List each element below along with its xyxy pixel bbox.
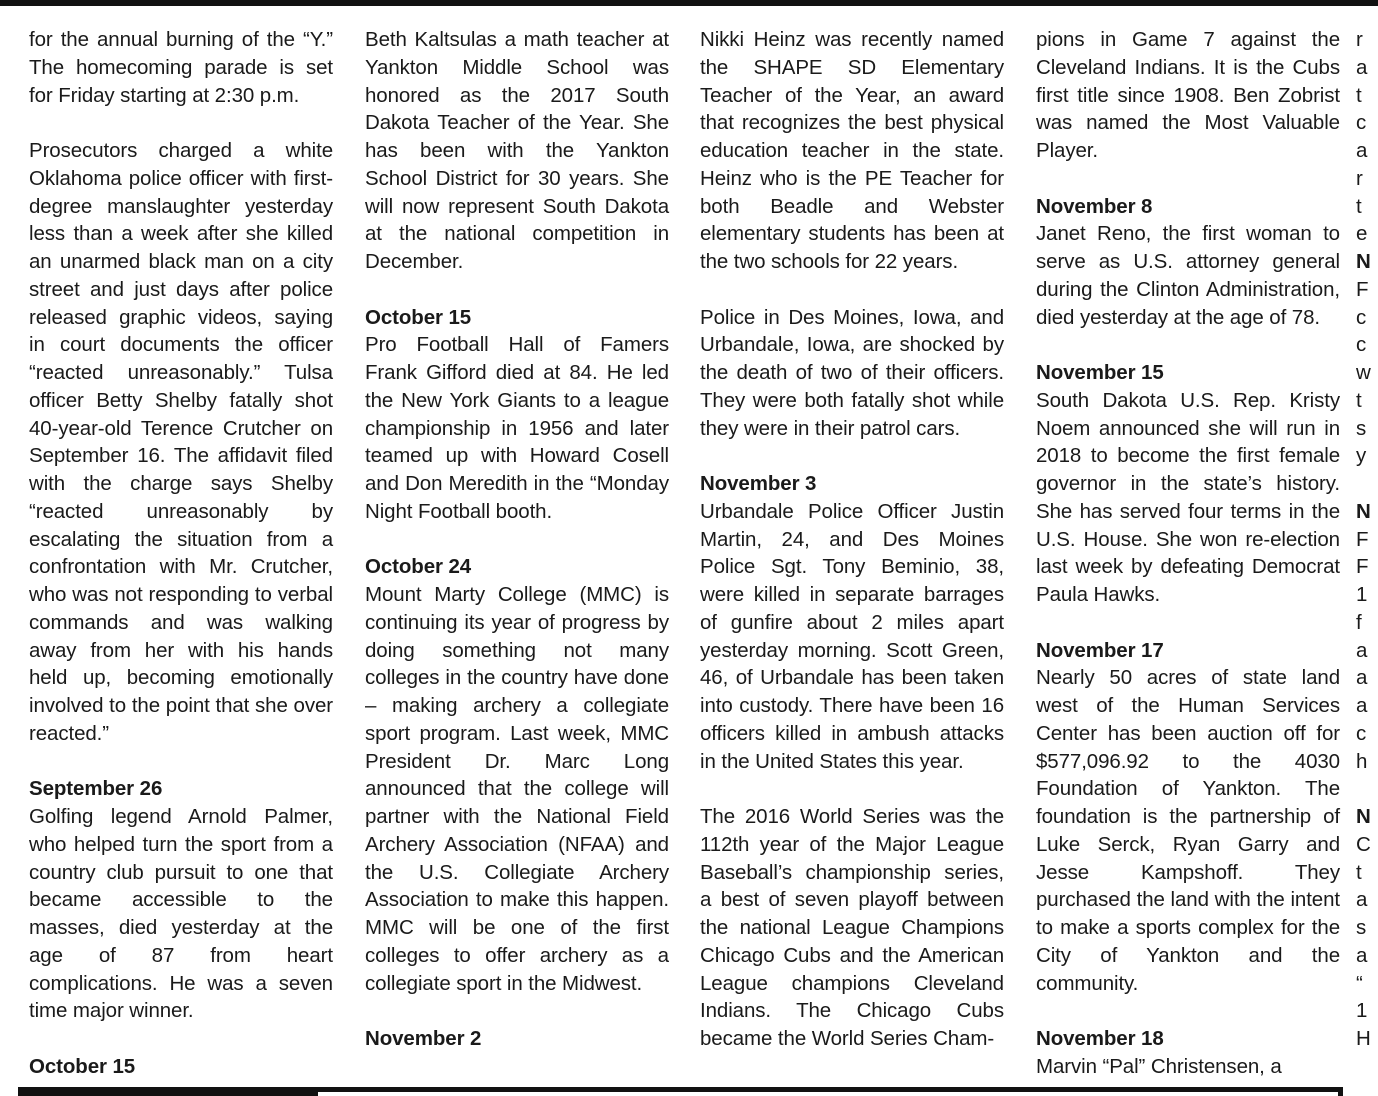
cut-off-line: H xyxy=(1356,1027,1371,1050)
cut-off-line: a xyxy=(1356,638,1368,662)
cut-off-line: F xyxy=(1356,527,1369,551)
date-heading: October 15 xyxy=(365,305,472,329)
cut-off-line: w xyxy=(1356,361,1371,384)
article-paragraph: South Dakota U.S. Rep. Kristy Noem announced she will run in 2018 to become the first female governor in the state’s history. She has served four terms in the U.S. House. She won re-election last week by defeating Democrat Paula Hawks. xyxy=(1036,388,1340,606)
cut-off-line: t xyxy=(1356,388,1362,412)
date-heading: November 3 xyxy=(700,472,817,495)
date-heading: November 17 xyxy=(1036,638,1164,662)
cut-off-line: a xyxy=(1356,888,1368,912)
cut-off-line: N xyxy=(1356,499,1371,523)
cut-off-line: C xyxy=(1356,832,1371,856)
article-paragraph: The 2016 World Series was the 112th year of the Major League Baseball’s championship series, a best of seven playoff between the national League Champions Chicago Cubs and the American League champions Cleveland Indians. The Chicago Cubs became the World Series Cham- xyxy=(700,805,1004,1050)
article-paragraph: Police in Des Moines, Iowa, and Urbandale, Iowa, are shocked by the death of two of their officers. They were both fatally shot while they were in their patrol cars. xyxy=(700,305,1004,440)
article-paragraph: Mount Marty College (MMC) is continuing its year of progress by doing something not many colleges in the country have done – making archery a collegiate sport program. Last week, MMC President Dr. Marc Long announced that the college will partner with the National Field Archery Association (NFAA) and the U.S. Collegiate Archery Association to make this happen. MMC will be one of the first colleges to offer archery as a collegiate sport in the Midwest. xyxy=(365,583,669,995)
top-rule xyxy=(0,0,1378,6)
cut-off-line: y xyxy=(1356,444,1367,468)
cut-off-line: 1 xyxy=(1356,583,1368,606)
article-paragraph: Janet Reno, the first woman to serve as U.S. attorney general during the Clinton Administration, died yesterday at the age of 78. xyxy=(1036,222,1340,329)
cut-off-line: F xyxy=(1356,277,1369,301)
cut-off-line: a xyxy=(1356,139,1368,162)
article-column-2 xyxy=(365,26,669,1053)
cut-off-line: t xyxy=(1356,83,1362,107)
cut-off-line: a xyxy=(1356,943,1368,967)
cut-off-line: t xyxy=(1356,860,1362,884)
date-heading: November 15 xyxy=(1036,361,1164,384)
cut-off-line: N xyxy=(1356,805,1371,828)
article-column-3 xyxy=(700,26,1004,1053)
cut-off-line xyxy=(1356,775,1378,803)
cut-off-line: a xyxy=(1356,694,1368,717)
date-heading: November 18 xyxy=(1036,1027,1164,1050)
cut-off-line: N xyxy=(1356,250,1371,273)
cut-off-line: c xyxy=(1356,721,1367,745)
cut-off-line: s xyxy=(1356,916,1367,939)
cut-off-line xyxy=(1356,470,1378,498)
date-heading: November 2 xyxy=(365,1027,482,1050)
article-paragraph: Nikki Heinz was recently named the SHAPE SD Elementary Teacher of the Year, an award that recognizes the best physical education teacher in the state. Heinz who is the PE Teacher for both Beadle and Webster elementary students has been at the two schools for 22 years. xyxy=(700,28,1004,273)
cut-off-line: a xyxy=(1356,55,1368,79)
article-paragraph: pions in Game 7 against the Cleveland Indians. It is the Cubs first title since 1908. Ben Zobrist was named the Most Valuable Player. xyxy=(1036,28,1340,162)
cut-off-line: r xyxy=(1356,166,1363,190)
cut-off-line: e xyxy=(1356,222,1368,246)
article-column-5-cut-off xyxy=(1356,26,1378,1053)
date-heading: September 26 xyxy=(29,777,163,801)
cut-off-line: r xyxy=(1356,28,1363,51)
cut-off-line: “ xyxy=(1356,971,1363,995)
article-paragraph: Beth Kaltsulas a math teacher at Yankton Middle School was honored as the 2017 South Dakota Teacher of the Year. She has been with the Yankton School District for 30 years. She will now represent South Dakota at the national competition in December. xyxy=(365,28,669,273)
cut-off-line: f xyxy=(1356,610,1362,634)
date-heading: October 24 xyxy=(365,555,472,579)
article-column-1 xyxy=(29,26,333,1081)
date-heading: November 8 xyxy=(1036,194,1153,218)
article-paragraph: Marvin “Pal” Christensen, a xyxy=(1036,1054,1282,1078)
cut-off-line: 1 xyxy=(1356,999,1368,1023)
cut-off-line: F xyxy=(1356,555,1369,579)
date-heading: October 15 xyxy=(29,1054,136,1078)
article-paragraph: Urbandale Police Officer Justin Martin, 24, and Des Moines Police Sgt. Tony Beminio, 38, were killed in separate barrages of gunfire about 2 miles apart yesterday morning. Scott Green, 46, of Urbandale has been taken into custody. There have been 16 officers killed in ambush attacks in the United States this year. xyxy=(700,499,1004,773)
article-paragraph: for the annual burning of the “Y.” The homecoming parade is set for Friday starting at 2:30 p.m. xyxy=(29,28,333,107)
bottom-rule-gap xyxy=(318,1092,1338,1096)
cut-off-line: c xyxy=(1356,111,1367,135)
article-paragraph: Nearly 50 acres of state land west of the Human Services Center has been auction off for $577,096.92 to the 4030 Foundation of Yankton. The foundation is the partnership of Luke Serck, Ryan Garry and Jesse Kampshoff. They purchased the land with the intent to make a sports complex for the City of Yankton and the community. xyxy=(1036,666,1340,995)
cut-off-line: c xyxy=(1356,333,1367,357)
cut-off-line: a xyxy=(1356,666,1368,690)
cut-off-line: t xyxy=(1356,194,1362,218)
article-paragraph: Pro Football Hall of Famers Frank Gifford died at 84. He led the New York Giants to a league championship in 1956 and later teamed up with Howard Cosell and Don Meredith in the “Monday Night Football booth. xyxy=(365,333,669,523)
cut-off-line: h xyxy=(1356,749,1368,773)
cut-off-line: c xyxy=(1356,305,1367,329)
article-paragraph: Golfing legend Arnold Palmer, who helped turn the sport from a country club pursuit to one that became accessible to the masses, died yesterday at the age of 87 from heart complications. He was a seven time major winner. xyxy=(29,805,333,1023)
article-column-4 xyxy=(1036,26,1340,1081)
article-paragraph: Prosecutors charged a white Oklahoma police officer with first-degree manslaughter yesterday less than a week after she killed an unarmed black man on a city street and just days after police released graphic videos, saying in court documents the officer “reacted unreasonably.” Tulsa officer Betty Shelby fatally shot 40-year-old Terence Crutcher on September 16. The affidavit filed with the charge says Shelby “reacted unreasonably by escalating the situation from a confrontation with Mr. Crutcher, who was not responding to verbal commands and was walking away from her with his hands held up, becoming emotionally involved to the point that she over reacted.” xyxy=(29,139,333,745)
cut-off-line: s xyxy=(1356,416,1367,440)
